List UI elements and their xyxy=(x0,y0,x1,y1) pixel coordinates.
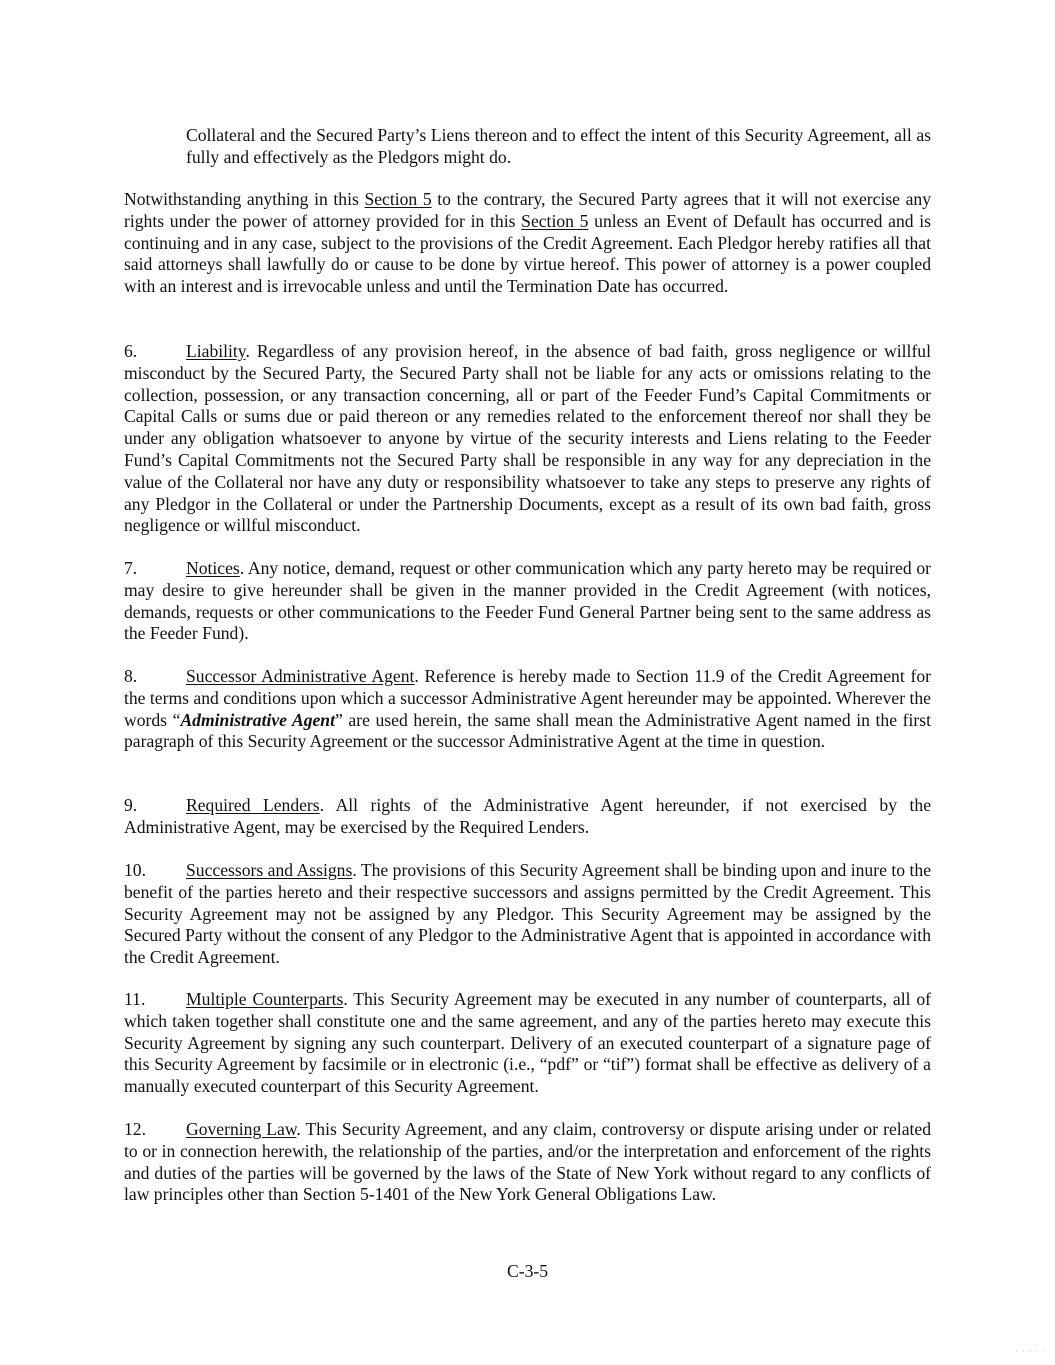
section-11-paragraph xyxy=(124,989,931,1098)
section-body: . Any notice, demand, request or other communication which any party hereto may be required or may desire to give hereunder shall be given in the manner provided in the Credit Agreement (with notices, demands, requests or other communications to the Feeder Fund General Partner being sent to the same address as the Feeder Fund). xyxy=(124,558,931,644)
notwithstanding-paragraph xyxy=(124,189,931,298)
section-number: 9. xyxy=(124,795,138,815)
section-body: . Reference is hereby made to Section 11.9 of the Credit Agreement for the terms and conditions upon which a successor Administrative Agent hereunder may be appointed. Wherever the words “ xyxy=(124,666,931,730)
section-heading: Liability xyxy=(186,341,246,361)
notwithstanding-text: Notwithstanding anything in this xyxy=(124,189,365,209)
section-10-paragraph xyxy=(124,860,931,969)
section-number: 6. xyxy=(124,341,138,361)
section-number: 10. xyxy=(124,860,146,880)
section-5-reference: Section 5 xyxy=(521,210,589,231)
section-9-paragraph xyxy=(124,795,931,839)
section-number: 12. xyxy=(124,1119,146,1139)
section-number: 11. xyxy=(124,989,146,1009)
section-number: 7. xyxy=(124,558,138,578)
section-12-paragraph xyxy=(124,1119,931,1206)
section-body: . All rights of the Administrative Agent hereunder, if not exercised by the Administrative Agent, may be exercised by the Required Lenders. xyxy=(124,795,932,837)
section-7-paragraph xyxy=(124,558,931,645)
section-body: . Regardless of any provision hereof, in the absence of bad faith, gross negligence or willful misconduct by the Secured Party, the Secured Party shall not be liable for any acts or omissions relating to the collection, possession, or any transaction concerning, all or part of the Feeder Fund’s Capital Commitments or Capital Calls or sums due or paid thereon or any remedies related to the enforcement thereof nor shall they be under any obligation whatsoever to anyone by virtue of the security interests and Liens relating to the Feeder Fund’s Capital Commitments not the Secured Party shall be responsible in any way for any depreciation in the value of the Collateral nor have any duty or responsibility whatsoever to take any steps to preserve any rights of any Pledgor in the Collateral or under the Partnership Documents, except as a result of its own bad faith, gross negligence or willful misconduct. xyxy=(124,341,931,536)
page-number: C-3-5 xyxy=(506,1261,549,1281)
section-heading: Successors and Assigns xyxy=(186,860,353,880)
continuation-text: Collateral and the Secured Party’s Liens thereon and to effect the intent of this Security Agreement, all as fully and effectively as the Pledgors might do. xyxy=(186,125,931,167)
defined-term: Administrative Agent xyxy=(180,709,335,730)
section-number: 8. xyxy=(124,666,138,686)
notwithstanding-text: to the contrary, the Secured Party agrees that it will not exercise any rights under the power of attorney provided for in this xyxy=(124,189,932,231)
notwithstanding-text: unless an Event of Default has occurred and is continuing and in any case, subject to the provisions of the Credit Agreement. Each Pledgor hereby ratifies all that said attorneys shall lawfully do or cause to be done by virtue hereof. This power of attorney is a power coupled with an interest and is irrevocable unless and until the Termination Date has occurred. xyxy=(124,210,931,297)
section-body: ” are used herein, the same shall mean the Administrative Agent named in the first paragraph of this Security Agreement or the successor Administrative Agent at the time in question. xyxy=(124,709,931,752)
scan-mark-decoration: · · · · · xyxy=(1015,1347,1047,1357)
section-8-paragraph xyxy=(124,666,931,753)
section-body: . This Security Agreement may be executed in any number of counterparts, all of which taken together shall constitute one and the same agreement, and any of the parties hereto may execute this Security Agreement by signing any such counterpart. Delivery of an executed counterpart of a signature page of this Security Agreement by facsimile or in electronic (i.e., “pdf” or “tif”) format shall be effective as delivery of a manually executed counterpart of this Security Agreement. xyxy=(124,989,931,1097)
section-5-reference: Section 5 xyxy=(364,189,432,209)
section-body: . The provisions of this Security Agreement shall be binding upon and inure to the benefit of the parties hereto and their respective successors and assigns permitted by the Credit Agreement. This Security Agreement may not be assigned by any Pledgor. This Security Agreement may be assigned by the Secured Party without the consent of any Pledgor to the Administrative Agent that is appointed in accordance with the Credit Agreement. xyxy=(124,860,932,968)
section-heading: Successor Administrative Agent xyxy=(186,666,415,686)
section-heading: Required Lenders xyxy=(186,795,320,815)
continuation-paragraph xyxy=(186,125,931,169)
section-body: . This Security Agreement, and any claim, controversy or dispute arising under or related to or in connection herewith, the relationship of the parties, and/or the interpretation and enforcement of the rights and duties of the parties will be governed by the laws of the State of New York without regard to any conflicts of law principles other than Section 5-1401 of the New York General Obligations Law. xyxy=(124,1119,931,1205)
section-6-paragraph xyxy=(124,341,931,537)
section-heading: Notices xyxy=(186,558,240,578)
section-heading: Multiple Counterparts xyxy=(186,989,344,1009)
section-heading: Governing Law xyxy=(186,1119,297,1139)
